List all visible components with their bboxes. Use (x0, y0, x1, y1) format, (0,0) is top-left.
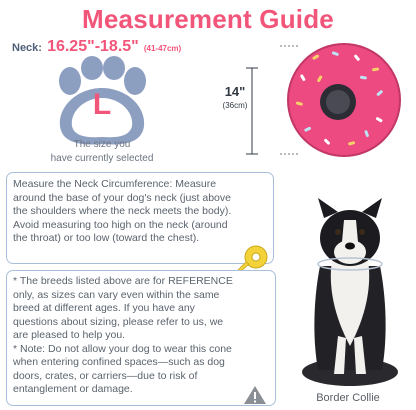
cone-height-inches: 14" (224, 84, 246, 99)
dog-photo (284, 196, 414, 390)
page-title: Measurement Guide (82, 4, 334, 34)
neck-size-line (12, 36, 181, 56)
height-dimension-line (240, 66, 264, 156)
neck-label: Neck: (12, 42, 42, 54)
dog-breed-label: Border Collie (316, 392, 380, 404)
size-letter: L (92, 88, 112, 121)
cone-height-cm: (36cm) (222, 101, 248, 110)
instructions-text: Measure the Neck Circumference: Measure around the base of your dog's neck (just above the shoulders where the neck meets the body). Avoid measuring too high on the neck (around the throat) or too low (toward the chest). (13, 178, 232, 244)
neck-range-cm: (41-47cm) (143, 44, 182, 53)
warning-icon (242, 384, 268, 406)
notice-box (6, 270, 276, 406)
neck-range-inches: 16.25"-18.5" (47, 38, 139, 55)
cone-collar-image (272, 36, 402, 162)
notice-text: * The breeds listed above are for REFERENCE only, as sizes can vary even within the same breed at different ages. If you have any questions about sizing, please refer to us, we are pleased to help you. * Note: Do not allow your dog to wear this cone when entering confined spaces—such as dog doors, crates, or carriers—due to risk of entanglement or damage. (13, 275, 233, 395)
size-caption: The size you have currently selected (50, 139, 154, 164)
